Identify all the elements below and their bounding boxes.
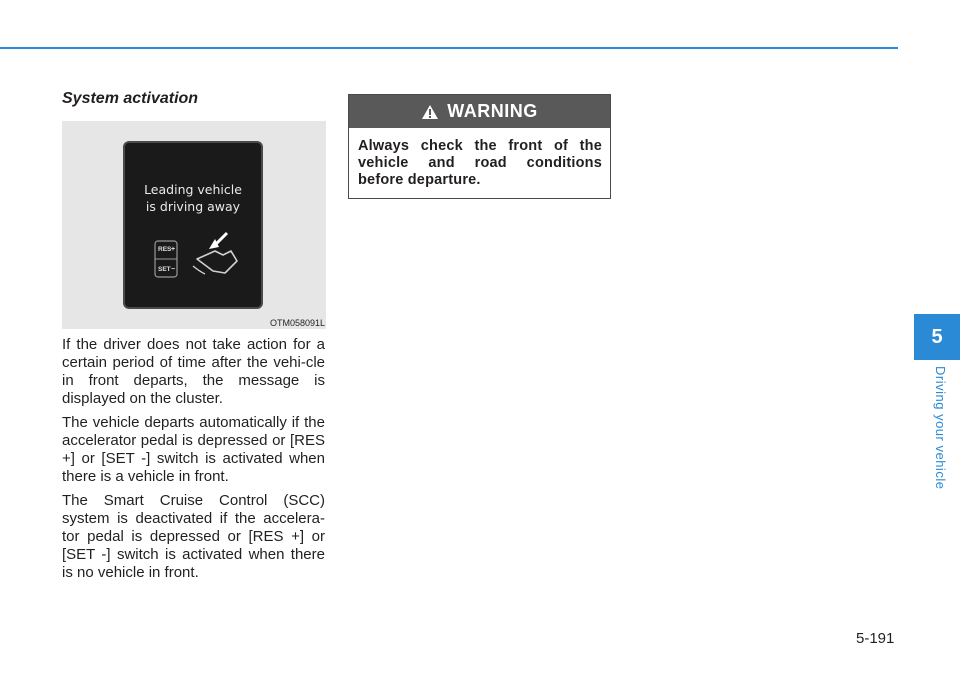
top-rule bbox=[0, 47, 898, 49]
section-heading: System activation bbox=[62, 90, 199, 107]
set-label: SET bbox=[158, 266, 171, 273]
paragraph: The vehicle departs automatically if the accelerator pedal is depressed or [RES +] or [SET -] switch is activated when there is a vehicle in front. bbox=[62, 414, 325, 485]
warning-text: Always check the front of the vehicle and road conditions before departure. bbox=[358, 138, 602, 188]
chapter-number-tab: 5 bbox=[914, 314, 960, 360]
warning-header bbox=[349, 95, 610, 128]
warning-triangle-icon bbox=[421, 104, 439, 120]
cluster-figure bbox=[62, 121, 326, 329]
cluster-message-line2: is driving away bbox=[145, 199, 241, 214]
figure-code: OTM058091L bbox=[269, 318, 325, 328]
paragraph: The Smart Cruise Control (SCC) system is deactivated if the accelera-tor pedal is depressed or [RES +] or [SET -] switch is activated when there is no vehicle in front. bbox=[62, 492, 325, 581]
svg-text:+: + bbox=[171, 246, 176, 253]
cluster-message bbox=[125, 181, 261, 215]
body-text bbox=[62, 336, 325, 588]
paragraph: If the driver does not take action for a certain period of time after the vehi-cle in front departs, the message is displayed on the cluster. bbox=[62, 336, 325, 407]
res-set-switch-icon bbox=[153, 231, 253, 281]
cluster-message-line1: Leading vehicle bbox=[144, 182, 242, 197]
chapter-title: Driving your vehicle bbox=[933, 366, 948, 490]
svg-text:−: − bbox=[171, 266, 176, 273]
cluster-display bbox=[123, 141, 263, 309]
warning-title: WARNING bbox=[447, 101, 538, 121]
res-label: RES bbox=[158, 246, 172, 253]
warning-box bbox=[348, 94, 611, 199]
page-number: 5-191 bbox=[856, 630, 895, 647]
